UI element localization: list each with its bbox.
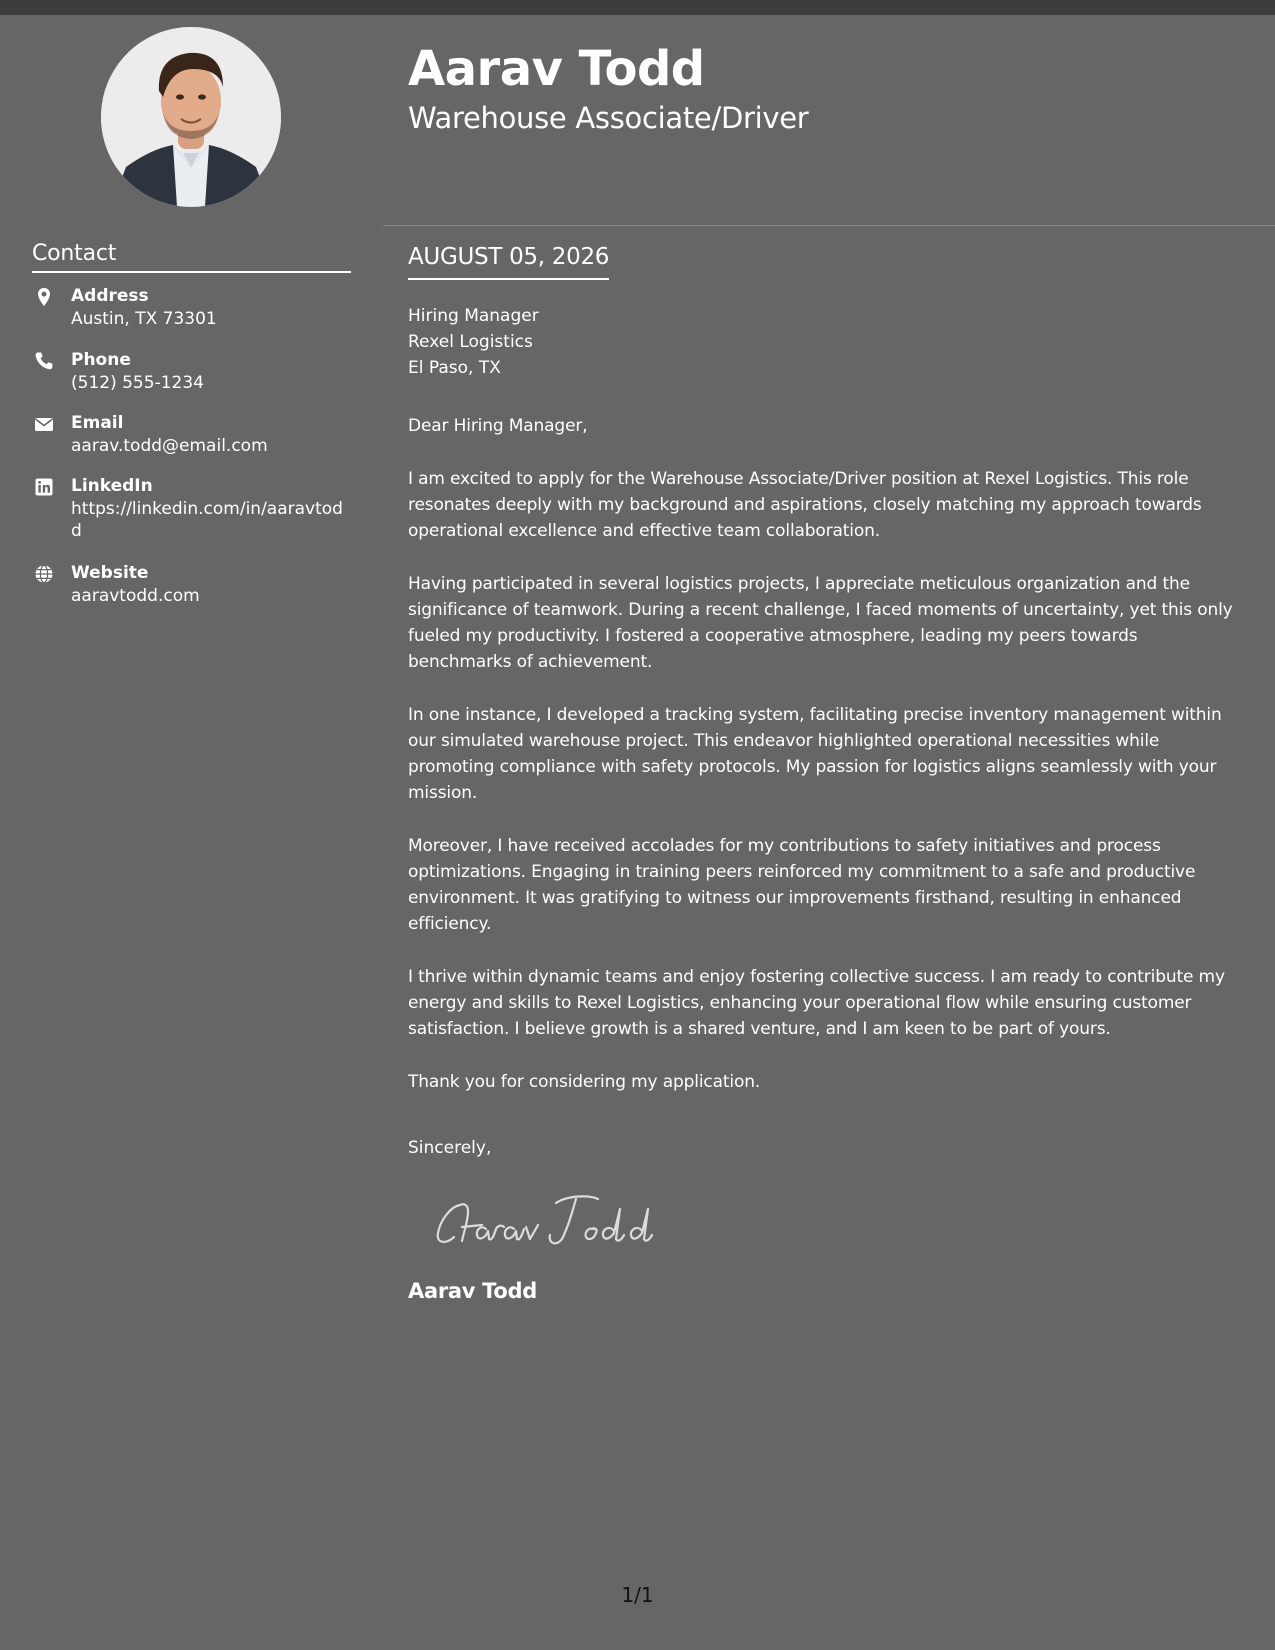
linkedin-icon (34, 477, 54, 497)
body-paragraph: In one instance, I developed a tracking system, facilitating precise inventory management within our simulated warehouse project. This endeavor highlighted operational necessities while promoting compliance with safety protocols. My passion for logistics aligns seamlessly with your mission. (408, 705, 1222, 803)
body-paragraph: I thrive within dynamic teams and enjoy fostering collective success. I am ready to contribute my energy and skills to Rexel Logistics, enhancing your operational flow while ensuring customer satisfaction. I believe growth is a shared venture, and I am keen to be part of yours. (408, 967, 1225, 1039)
body-paragraph: Moreover, I have received accolades for my contributions to safety initiatives and process optimizations. Engaging in training peers reinforced my commitment to a safe and productive environment. It was gratifying to witness our improvements firsthand, resulting in enhanced efficiency. (408, 836, 1196, 934)
body-paragraph: Thank you for considering my application. (408, 1072, 761, 1092)
applicant-name: Aarav Todd (408, 41, 705, 97)
closing: Sincerely, (408, 1138, 492, 1158)
globe-icon (34, 564, 54, 584)
contact-value: https://linkedin.com/in/aaravtodd (71, 499, 343, 541)
contact-heading: Contact (32, 241, 351, 273)
location-pin-icon (34, 287, 54, 307)
phone-icon (34, 351, 54, 371)
job-title: Warehouse Associate/Driver (408, 101, 809, 135)
recipient-line: Rexel Logistics (408, 332, 533, 352)
contact-label: LinkedIn (71, 476, 153, 496)
contact-value: aaravtodd.com (71, 586, 200, 606)
contact-value: Austin, TX 73301 (71, 309, 217, 329)
envelope-icon (34, 414, 54, 434)
body-paragraph: Having participated in several logistics projects, I appreciate meticulous organization and the significance of teamwork. During a recent challenge, I faced moments of uncertainty, yet this only fueled my productivity. I fostered a cooperative atmosphere, leading my peers towards benchmarks of achievement. (408, 574, 1233, 672)
recipient-line: El Paso, TX (408, 358, 501, 378)
top-bar (0, 0, 1275, 15)
header-divider (383, 225, 1275, 226)
contact-label: Email (71, 413, 124, 433)
recipient-block (408, 303, 539, 381)
recipient-line: Hiring Manager (408, 306, 539, 326)
contact-value: (512) 555-1234 (71, 373, 204, 393)
contact-label: Website (71, 563, 149, 583)
signed-name: Aarav Todd (408, 1279, 537, 1303)
page-number: 1/1 (621, 1583, 654, 1607)
body-paragraph: I am excited to apply for the Warehouse Associate/Driver position at Rexel Logistics. This role resonates deeply with my background and aspirations, closely matching my approach towards operational excellence and effective team collaboration. (408, 469, 1202, 541)
document-page (0, 15, 1275, 1650)
salutation: Dear Hiring Manager, (408, 416, 588, 436)
profile-photo (101, 27, 281, 207)
contact-label: Address (71, 286, 149, 306)
contact-value: aarav.todd@email.com (71, 436, 268, 456)
letter-date: AUGUST 05, 2026 (408, 244, 609, 280)
contact-label: Phone (71, 350, 131, 370)
letter-body (408, 413, 1243, 1122)
handwritten-signature (430, 1185, 670, 1255)
